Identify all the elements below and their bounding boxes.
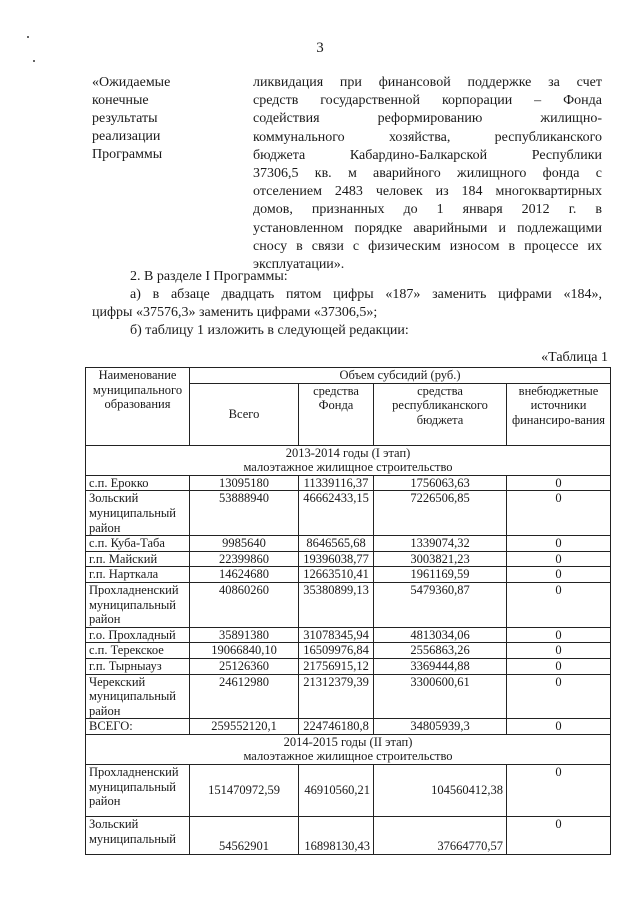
table-row [86, 674, 611, 719]
cell-republic: 34805939,3 [374, 719, 507, 735]
cell-extra: 0 [507, 765, 611, 817]
cell-fund: 224746180,8 [299, 719, 374, 735]
cell-extra: 0 [507, 491, 611, 536]
cell-republic: 1961169,59 [374, 567, 507, 583]
cell-fund: 46910560,21 [299, 765, 374, 817]
expected-results-text [253, 74, 602, 274]
table-row [86, 582, 611, 627]
cell-republic: 1339074,32 [374, 536, 507, 552]
header-total: Всего [190, 383, 299, 445]
stage-title [86, 734, 611, 764]
text-line: средств государственной корпорации – Фонда [253, 93, 602, 109]
label-line: конечные [92, 93, 149, 108]
text-line: сносу в связи с физическим износом в процессе их [253, 238, 602, 254]
cell-republic: 37664770,57 [374, 817, 507, 855]
table-total-row [86, 719, 611, 735]
cell-name: г.п. Тырныауз [86, 658, 190, 674]
stage-title-row [86, 445, 611, 475]
paragraph-line: цифры «37576,3» заменить цифрами «37306,5»; [92, 305, 378, 320]
header-fund: средства Фонда [299, 383, 374, 445]
cell-name: Черекский муниципальный район [86, 674, 190, 719]
table-row [86, 491, 611, 536]
header-extra: внебюджетные источники финансиро-вания [507, 383, 611, 445]
paragraph-line: а) в абзаце двадцать пятом цифры «187» заменить цифрами «184», [130, 287, 602, 302]
subsidy-table [85, 367, 611, 855]
cell-name: г.о. Прохладный [86, 627, 190, 643]
cell-fund: 21312379,39 [299, 674, 374, 719]
cell-total: 54562901 [190, 817, 299, 855]
cell-republic: 3369444,88 [374, 658, 507, 674]
stage-subtitle-text: малоэтажное жилищное строительство [243, 749, 453, 764]
cell-fund: 12663510,41 [299, 567, 374, 583]
cell-fund: 8646565,68 [299, 536, 374, 552]
cell-total: 22399860 [190, 551, 299, 567]
text-line: домов, признанных до 1 января 2012 г. в [253, 202, 602, 218]
cell-republic: 3003821,23 [374, 551, 507, 567]
cell-name: с.п. Ерокко [86, 475, 190, 491]
table-body [86, 368, 611, 855]
cell-total: 13095180 [190, 475, 299, 491]
cell-total: 19066840,10 [190, 643, 299, 659]
scan-speck [27, 36, 29, 38]
table-row [86, 817, 611, 855]
label-line: реализации [92, 129, 161, 144]
cell-fund: 31078345,94 [299, 627, 374, 643]
text-line: содействия реформированию жилищно- [253, 111, 602, 127]
cell-name: Прохладненский муниципальный район [86, 765, 190, 817]
stage-subtitle-text: малоэтажное жилищное строительство [243, 460, 453, 475]
page-number: 3 [316, 40, 324, 56]
label-line: Программы [92, 147, 163, 162]
cell-fund: 16898130,43 [299, 817, 374, 855]
cell-name: г.п. Нарткала [86, 567, 190, 583]
cell-name: Прохладненский муниципальный район [86, 582, 190, 627]
header-municipality: Наименование муниципального образования [86, 368, 190, 446]
text-line: коммунального хозяйства, республиканского [253, 129, 602, 145]
cell-extra: 0 [507, 475, 611, 491]
cell-name: Зольский муниципальный [86, 817, 190, 855]
table-row [86, 475, 611, 491]
cell-total: 151470972,59 [190, 765, 299, 817]
cell-extra: 0 [507, 658, 611, 674]
cell-name: с.п. Куба-Таба [86, 536, 190, 552]
table-row [86, 643, 611, 659]
cell-fund: 11339116,37 [299, 475, 374, 491]
cell-fund: 16509976,84 [299, 643, 374, 659]
cell-total: 259552120,1 [190, 719, 299, 735]
text-line: ликвидация при финансовой поддержке за счет [253, 75, 602, 90]
label-line: «Ожидаемые [92, 75, 171, 90]
cell-fund: 35380899,13 [299, 582, 374, 627]
stage-title-text: 2014-2015 годы (II этап) [283, 734, 413, 749]
header-subsidy-group: Объем субсидий (руб.) [190, 368, 611, 384]
cell-total: 25126360 [190, 658, 299, 674]
cell-republic: 104560412,38 [374, 765, 507, 817]
scan-speck [33, 60, 35, 62]
header-republic: средства республиканского бюджета [374, 383, 507, 445]
table-row [86, 536, 611, 552]
paragraph-item-2: 2. В разделе I Программы: [130, 269, 288, 284]
table-row [86, 658, 611, 674]
table-row [86, 567, 611, 583]
cell-republic: 4813034,06 [374, 627, 507, 643]
paragraph-item-b: б) таблицу 1 изложить в следующей редакции: [130, 323, 409, 338]
cell-extra: 0 [507, 674, 611, 719]
cell-total: 14624680 [190, 567, 299, 583]
cell-extra: 0 [507, 551, 611, 567]
table-row [86, 627, 611, 643]
cell-extra: 0 [507, 817, 611, 855]
text-line: установленном порядке аварийными и подлежащими [253, 220, 602, 236]
text-line: отселением 2483 человек из 184 многоквартирных [253, 184, 602, 200]
cell-fund: 19396038,77 [299, 551, 374, 567]
table-row [86, 765, 611, 817]
cell-republic: 7226506,85 [374, 491, 507, 536]
cell-extra: 0 [507, 719, 611, 735]
stage-title-row [86, 734, 611, 764]
cell-extra: 0 [507, 627, 611, 643]
paragraph-item-a [92, 286, 602, 322]
cell-republic: 3300600,61 [374, 674, 507, 719]
table-row [86, 551, 611, 567]
text-line: эксплуатации». [253, 257, 345, 273]
header-row [86, 368, 611, 384]
text-line: 37306,5 кв. м аварийного жилищного фонда с [253, 166, 602, 182]
cell-republic: 2556863,26 [374, 643, 507, 659]
label-line: результаты [92, 111, 158, 126]
cell-total: 9985640 [190, 536, 299, 552]
table-caption: «Таблица 1 [541, 350, 608, 365]
stage-title-text: 2013-2014 годы (I этап) [285, 445, 411, 460]
text-line: бюджета Кабардино-Балкарской Республики [253, 147, 602, 163]
cell-extra: 0 [507, 643, 611, 659]
cell-republic: 1756063,63 [374, 475, 507, 491]
cell-extra: 0 [507, 536, 611, 552]
cell-extra: 0 [507, 582, 611, 627]
cell-name: г.п. Майский [86, 551, 190, 567]
cell-total: 40860260 [190, 582, 299, 627]
cell-fund: 46662433,15 [299, 491, 374, 536]
cell-extra: 0 [507, 567, 611, 583]
cell-total: 53888940 [190, 491, 299, 536]
cell-name: ВСЕГО: [86, 719, 190, 735]
stage-title [86, 445, 611, 475]
cell-total: 35891380 [190, 627, 299, 643]
cell-total: 24612980 [190, 674, 299, 719]
cell-name: с.п. Терекское [86, 643, 190, 659]
expected-results-label [92, 74, 242, 164]
cell-republic: 5479360,87 [374, 582, 507, 627]
cell-name: Зольский муниципальный район [86, 491, 190, 536]
cell-fund: 21756915,12 [299, 658, 374, 674]
